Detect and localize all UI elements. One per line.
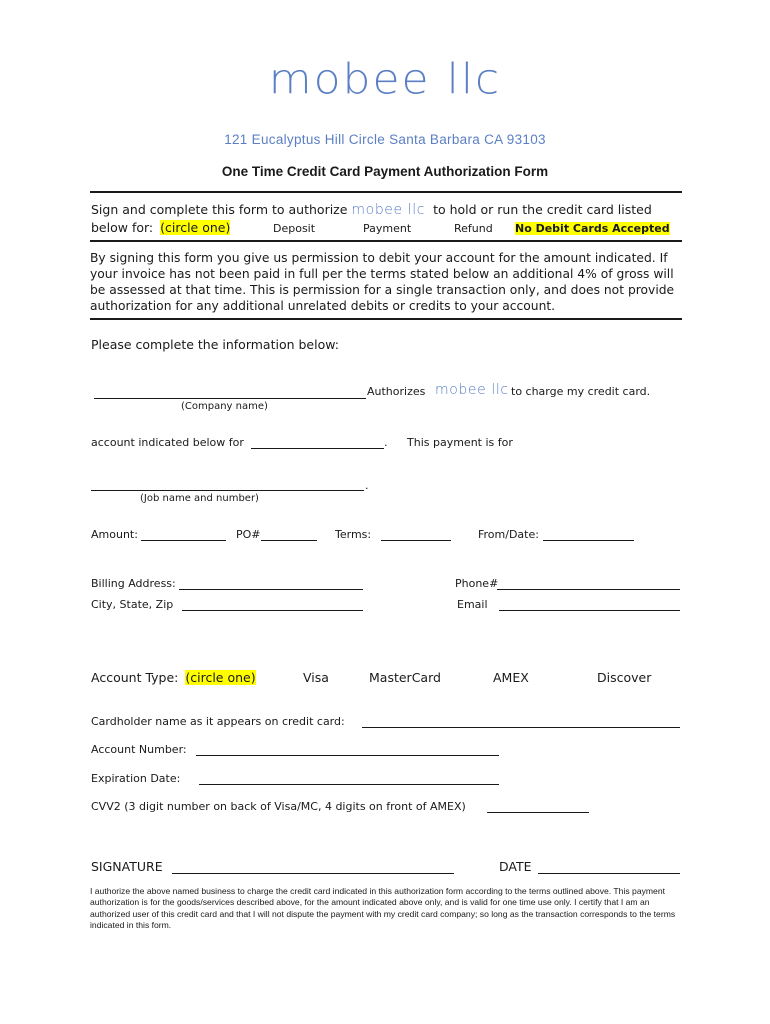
option-payment[interactable]: Payment [363, 222, 412, 235]
from-date-field[interactable] [543, 528, 634, 541]
payment-for-label: This payment is for [407, 436, 513, 449]
account-period: . [384, 436, 388, 449]
no-debit-notice: No Debit Cards Accepted [515, 222, 670, 235]
cardholder-label: Cardholder name as it appears on credit card: [91, 715, 345, 728]
intro-circle-one: (circle one) [160, 220, 231, 235]
intro-text-pre: Sign and complete this form to authorize [91, 202, 348, 217]
cvv-label: CVV2 (3 digit number on back of Visa/MC, 4 digits on front of AMEX) [91, 800, 466, 813]
job-period: . [365, 479, 369, 492]
job-name-field[interactable] [91, 478, 364, 491]
date-label: DATE [499, 859, 532, 874]
form-title: One Time Credit Card Payment Authorization Form [221, 164, 549, 179]
cardholder-field[interactable] [362, 715, 680, 728]
authorization-legal-text: I authorize the above named business to charge the credit card indicated in this authorization form according to the terms outlined above. This payment authorization is for the goods/services described above, for the amount indicated above only, and is valid for one time use only. I certify that I am an authorized user of this credit card and that I will not dispute the payment with my credit card company; so long as the transaction corresponds to the terms indicated in this form. [90, 886, 676, 930]
intro-brand: mobee llc [351, 202, 426, 218]
terms-label: Terms: [335, 528, 372, 541]
signature-label: SIGNATURE [91, 859, 163, 874]
amount-field[interactable] [141, 528, 226, 541]
to-charge-label: to charge my credit card. [511, 385, 651, 398]
card-option-visa[interactable]: Visa [303, 670, 329, 685]
amount-label: Amount: [91, 528, 138, 541]
billing-address-field[interactable] [179, 577, 363, 590]
intro-text-post: to hold or run the credit card listed [433, 202, 652, 217]
job-name-caption: (Job name and number) [140, 493, 259, 504]
card-option-mastercard[interactable]: MasterCard [369, 670, 441, 685]
account-for-field[interactable] [251, 436, 384, 449]
signature-field[interactable] [172, 859, 454, 874]
city-state-zip-field[interactable] [182, 598, 363, 611]
company-name-caption: (Company name) [181, 401, 268, 412]
intro-line-2-label [91, 220, 230, 235]
company-logo: mobee llc [268, 55, 502, 104]
option-deposit[interactable]: Deposit [273, 222, 316, 235]
city-state-zip-label: City, State, Zip [91, 598, 174, 611]
account-type-circle-one: (circle one) [185, 670, 256, 685]
po-field[interactable] [261, 528, 317, 541]
card-option-discover[interactable]: Discover [597, 670, 652, 685]
company-name-field[interactable] [94, 386, 366, 399]
email-label: Email [457, 598, 488, 611]
intro-below-for: below for: [91, 220, 154, 235]
authorizes-label: Authorizes [367, 385, 426, 398]
from-date-label: From/Date: [478, 528, 539, 541]
expiration-field[interactable] [199, 772, 499, 785]
company-address: 121 Eucalyptus Hill Circle Santa Barbara CA 93103 [224, 132, 546, 147]
lower-divider [90, 318, 682, 320]
phone-field[interactable] [497, 577, 680, 590]
top-divider [90, 191, 682, 193]
account-indicated-label: account indicated below for [91, 436, 244, 449]
account-type-label [91, 670, 256, 685]
intro-line-1 [91, 202, 652, 218]
terms-paragraph: By signing this form you give us permission to debit your account for the amount indicated. If your invoice has not been paid in full per the terms stated below an additional 4% of gross will be assessed at that time. This is permission for a single transaction only, and does not provide authorization for any additional unrelated debits or credits to your account. [90, 251, 675, 313]
cvv-field[interactable] [487, 800, 589, 813]
billing-address-label: Billing Address: [91, 577, 176, 590]
info-heading: Please complete the information below: [91, 337, 339, 352]
account-number-field[interactable] [196, 743, 499, 756]
terms-field[interactable] [381, 528, 451, 541]
expiration-label: Expiration Date: [91, 772, 181, 785]
account-number-label: Account Number: [91, 743, 187, 756]
card-option-amex[interactable]: AMEX [493, 670, 529, 685]
phone-label: Phone# [455, 577, 499, 590]
middle-divider [90, 240, 682, 242]
account-type-text: Account Type: [91, 670, 179, 685]
option-refund[interactable]: Refund [454, 222, 493, 235]
authorizes-brand: mobee llc [435, 382, 509, 398]
email-field[interactable] [499, 598, 680, 611]
date-field[interactable] [538, 859, 680, 874]
po-label: PO# [236, 528, 261, 541]
